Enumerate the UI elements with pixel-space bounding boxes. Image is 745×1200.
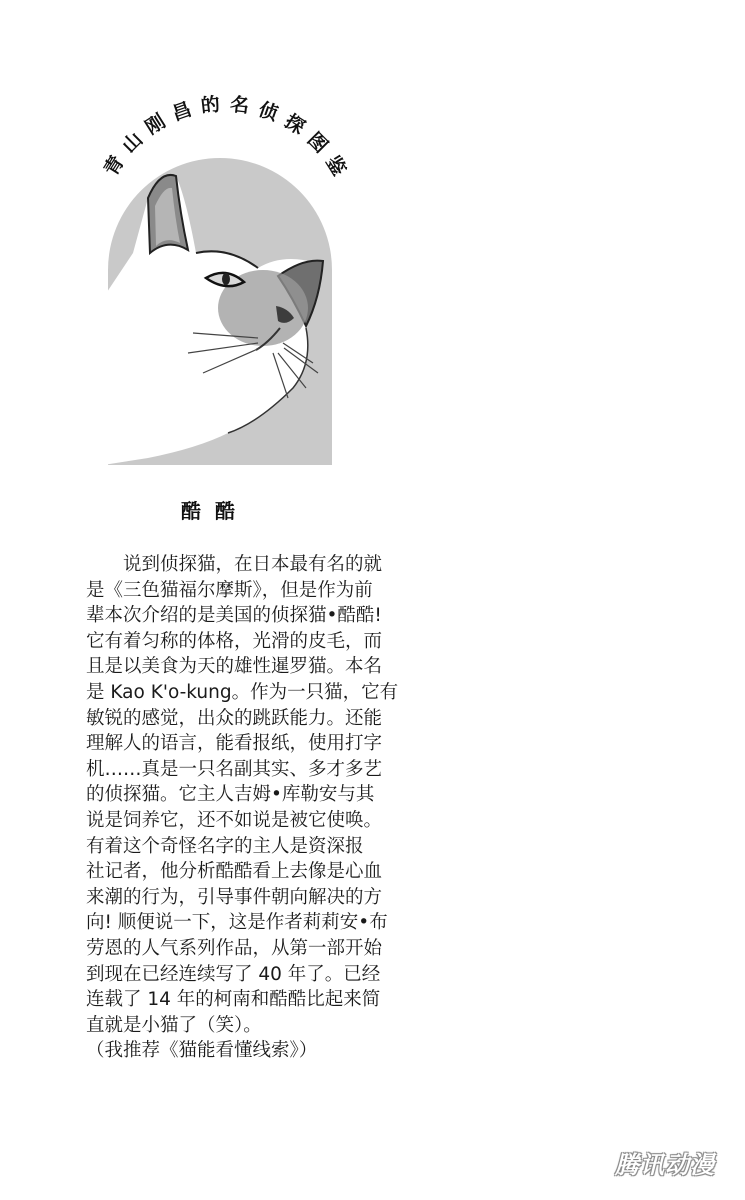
body-line: 来潮的行为，引导事件朝向解决的方	[86, 886, 383, 908]
body-line: （我推荐《猫能看懂线索》）	[86, 1040, 318, 1062]
body-text	[86, 552, 411, 1064]
body-line: 是 Kao K'o-kung。作为一只猫，它有	[86, 681, 399, 703]
body-line: 直就是小猫了（笑）。	[86, 1014, 262, 1036]
body-line: 劳恩的人气系列作品，从第一部开始	[86, 937, 383, 959]
watermark-logo	[604, 1146, 726, 1184]
caption-name: 酷酷	[181, 499, 249, 523]
body-line: 理解人的语言，能看报纸，使用打字	[86, 733, 383, 755]
body-line: 说是饲养它，还不如说是被它使唤。	[86, 809, 383, 831]
body-line: 敏锐的感觉，出众的跳跃能力。还能	[86, 707, 383, 729]
body-line: 是《三色猫福尔摩斯》，但是作为前	[86, 579, 373, 601]
body-line: 到现在已经连续写了 40 年了。已经	[86, 963, 381, 985]
body-line: 有着这个奇怪名字的主人是资深报	[86, 835, 364, 857]
body-line: 向! 顺便说一下，这是作者莉莉安•布	[86, 912, 388, 934]
arc-title-char: 侦	[255, 98, 281, 126]
body-line: 它有着匀称的体格，光滑的皮毛，而	[86, 630, 383, 652]
arc-title-char: 鉴	[321, 151, 350, 180]
arc-title-char: 的	[199, 93, 222, 118]
body-line: 机……真是一只名副其实、多才多艺	[86, 758, 383, 780]
arc-title-char: 刚	[141, 110, 170, 139]
arc-title-char: 探	[280, 110, 309, 139]
body-line: 且是以美食为天的雄性暹罗猫。本名	[86, 656, 383, 678]
body-line: 说到侦探猫，在日本最有名的就	[123, 554, 383, 575]
body-line: 连载了 14 年的柯南和酷酷比起来简	[86, 989, 381, 1011]
arc-title-char: 昌	[169, 98, 195, 126]
arc-title-char: 图	[302, 128, 332, 158]
arc-title-char: 青	[100, 151, 129, 180]
body-line: 辈本次介绍的是美国的侦探猫•酷酷!	[86, 605, 382, 627]
body-line: 的侦探猫。它主人吉姆•库勒安与其	[86, 784, 375, 806]
cat-portrait	[108, 158, 332, 465]
arc-title-char: 名	[228, 93, 251, 118]
watermark-text: 腾讯动漫	[615, 1151, 715, 1179]
body-line: 社记者，他分析酷酷看上去像是心血	[86, 861, 383, 883]
arc-title-char: 山	[118, 128, 148, 158]
